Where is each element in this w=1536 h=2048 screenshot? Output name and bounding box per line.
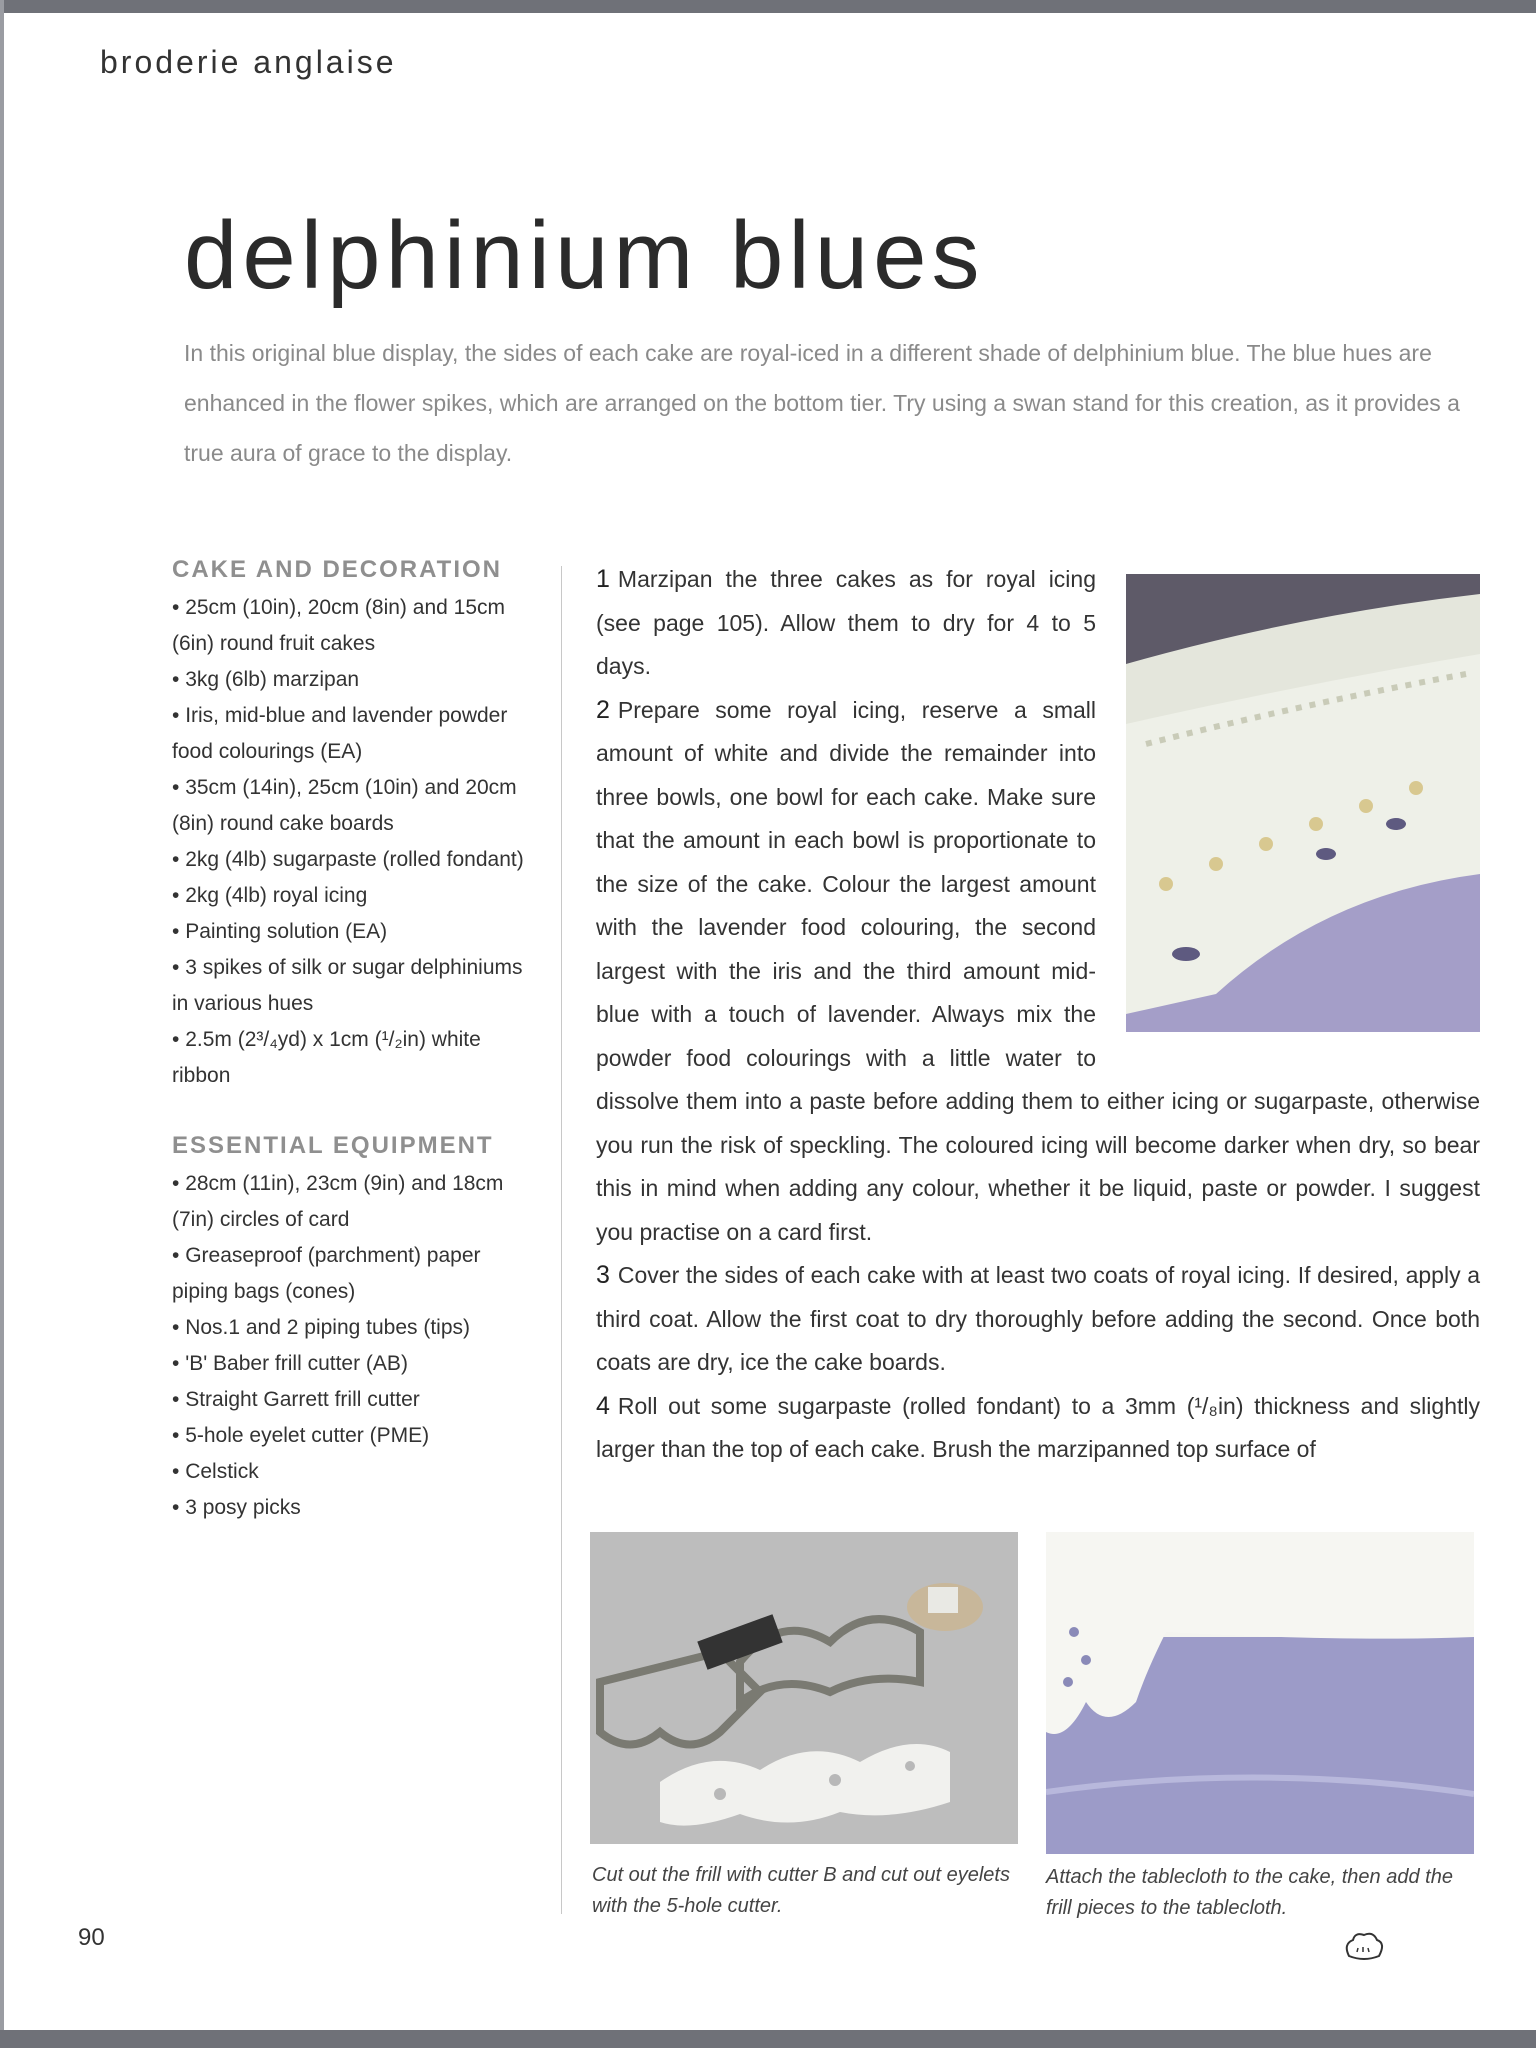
- step-number: 1: [596, 565, 610, 593]
- list-item: • Painting solution (EA): [172, 914, 532, 950]
- page-title: delphinium blues: [184, 202, 985, 309]
- tablecloth-illustration: [1046, 1532, 1474, 1854]
- list-item: • 2kg (4lb) sugarpaste (rolled fondant): [172, 842, 532, 878]
- method-steps: [596, 558, 1480, 1472]
- frill-cutter-illustration: [590, 1532, 1018, 1844]
- cake-decoration-heading: CAKE AND DECORATION: [172, 556, 502, 583]
- tablecloth-caption: Attach the tablecloth to the cake, then add the frill pieces to the tablecloth.: [1046, 1866, 1453, 1919]
- list-item: • 3 posy picks: [172, 1490, 532, 1526]
- cutter-photo: [590, 1532, 1018, 1844]
- list-item: • 25cm (10in), 20cm (8in) and 15cm (6in) round fruit cakes: [172, 590, 532, 662]
- list-item: • 3 spikes of silk or sugar delphiniums in various hues: [172, 950, 532, 1022]
- list-item: • Celstick: [172, 1454, 532, 1490]
- essential-equipment-heading: ESSENTIAL EQUIPMENT: [172, 1132, 494, 1159]
- step-text: Roll out some sugarpaste (rolled fondant) to a 3mm (¹/₈in) thickness and slightly larger than the top of each cake. Brush the marzipanned top surface of: [596, 1392, 1480, 1462]
- step-4: [596, 1385, 1480, 1472]
- list-item: • 2.5m (2³/₄yd) x 1cm (¹/₂in) white ribbon: [172, 1022, 532, 1094]
- equipment-list: [172, 1166, 532, 1526]
- list-item: • 3kg (6lb) marzipan: [172, 662, 532, 698]
- list-item: • Straight Garrett frill cutter: [172, 1382, 532, 1418]
- tablecloth-photo: [1046, 1532, 1474, 1854]
- page-left-border: [0, 0, 4, 2048]
- list-item: • 5-hole eyelet cutter (PME): [172, 1418, 532, 1454]
- step-text: Cover the sides of each cake with at least two coats of royal icing. If desired, apply a third coat. Allow the first coat to dry thoroughly before adding the second. Once both coats are dry, ice the cake boards.: [596, 1262, 1480, 1375]
- intro-paragraph: In this original blue display, the sides of each cake are royal-iced in a different shade of delphinium blue. The blue hues are enhanced in the flower spikes, which are arranged on the bottom tier. Try using a swan stand for this creation, as it provides a true aura of grace to the display.: [184, 340, 1460, 466]
- list-item: • Nos.1 and 2 piping tubes (tips): [172, 1310, 532, 1346]
- section-label: broderie anglaise: [100, 44, 397, 80]
- list-item: • Iris, mid-blue and lavender powder food colourings (EA): [172, 698, 532, 770]
- cake-frill-photo: [1126, 574, 1480, 1032]
- list-item: • Greaseproof (parchment) paper piping bags (cones): [172, 1238, 532, 1310]
- page-bottom-border: [0, 2030, 1536, 2048]
- step-3: [596, 1254, 1480, 1385]
- list-item: • 2kg (4lb) royal icing: [172, 878, 532, 914]
- cake-frill-illustration: [1126, 574, 1480, 1032]
- chef-hat-icon: [1341, 1930, 1387, 1964]
- step-text: Prepare some royal icing, reserve a small amount of white and divide the remainder into three bowls, one bowl for each cake. Make sure that the amount in each bowl is proportionate to the size of the cake. Colour the largest amount with the lavender food colouring, the second largest with the iris and the third amount mid-blue with a touch of lavender. Always mix the powder food colourings with a little water to dissolve them into a paste before adding them to either icing or sugarpaste, otherwise you run the risk of speckling. The coloured icing will become darker when dry, so bear this in mind when adding any colour, whether it be liquid, paste or powder. I suggest you practise on a card first.: [596, 696, 1480, 1245]
- step-number: 4: [596, 1391, 610, 1420]
- list-item: • 'B' Baber frill cutter (AB): [172, 1346, 532, 1382]
- step-number: 3: [596, 1261, 610, 1289]
- cutter-caption: Cut out the frill with cutter B and cut out eyelets with the 5-hole cutter.: [592, 1864, 1010, 1917]
- list-item: • 28cm (11in), 23cm (9in) and 18cm (7in) circles of card: [172, 1166, 532, 1238]
- ingredients-sidebar: [172, 556, 532, 1526]
- page-number: 90: [78, 1924, 105, 1951]
- step-number: 2: [596, 695, 610, 724]
- cake-decoration-list: [172, 590, 532, 1094]
- page-top-border: [0, 0, 1536, 13]
- column-divider: [561, 566, 562, 1914]
- list-item: • 35cm (14in), 25cm (10in) and 20cm (8in) round cake boards: [172, 770, 532, 842]
- step-text: Marzipan the three cakes as for royal icing (see page 105). Allow them to dry for 4 to 5 days.: [596, 566, 1096, 679]
